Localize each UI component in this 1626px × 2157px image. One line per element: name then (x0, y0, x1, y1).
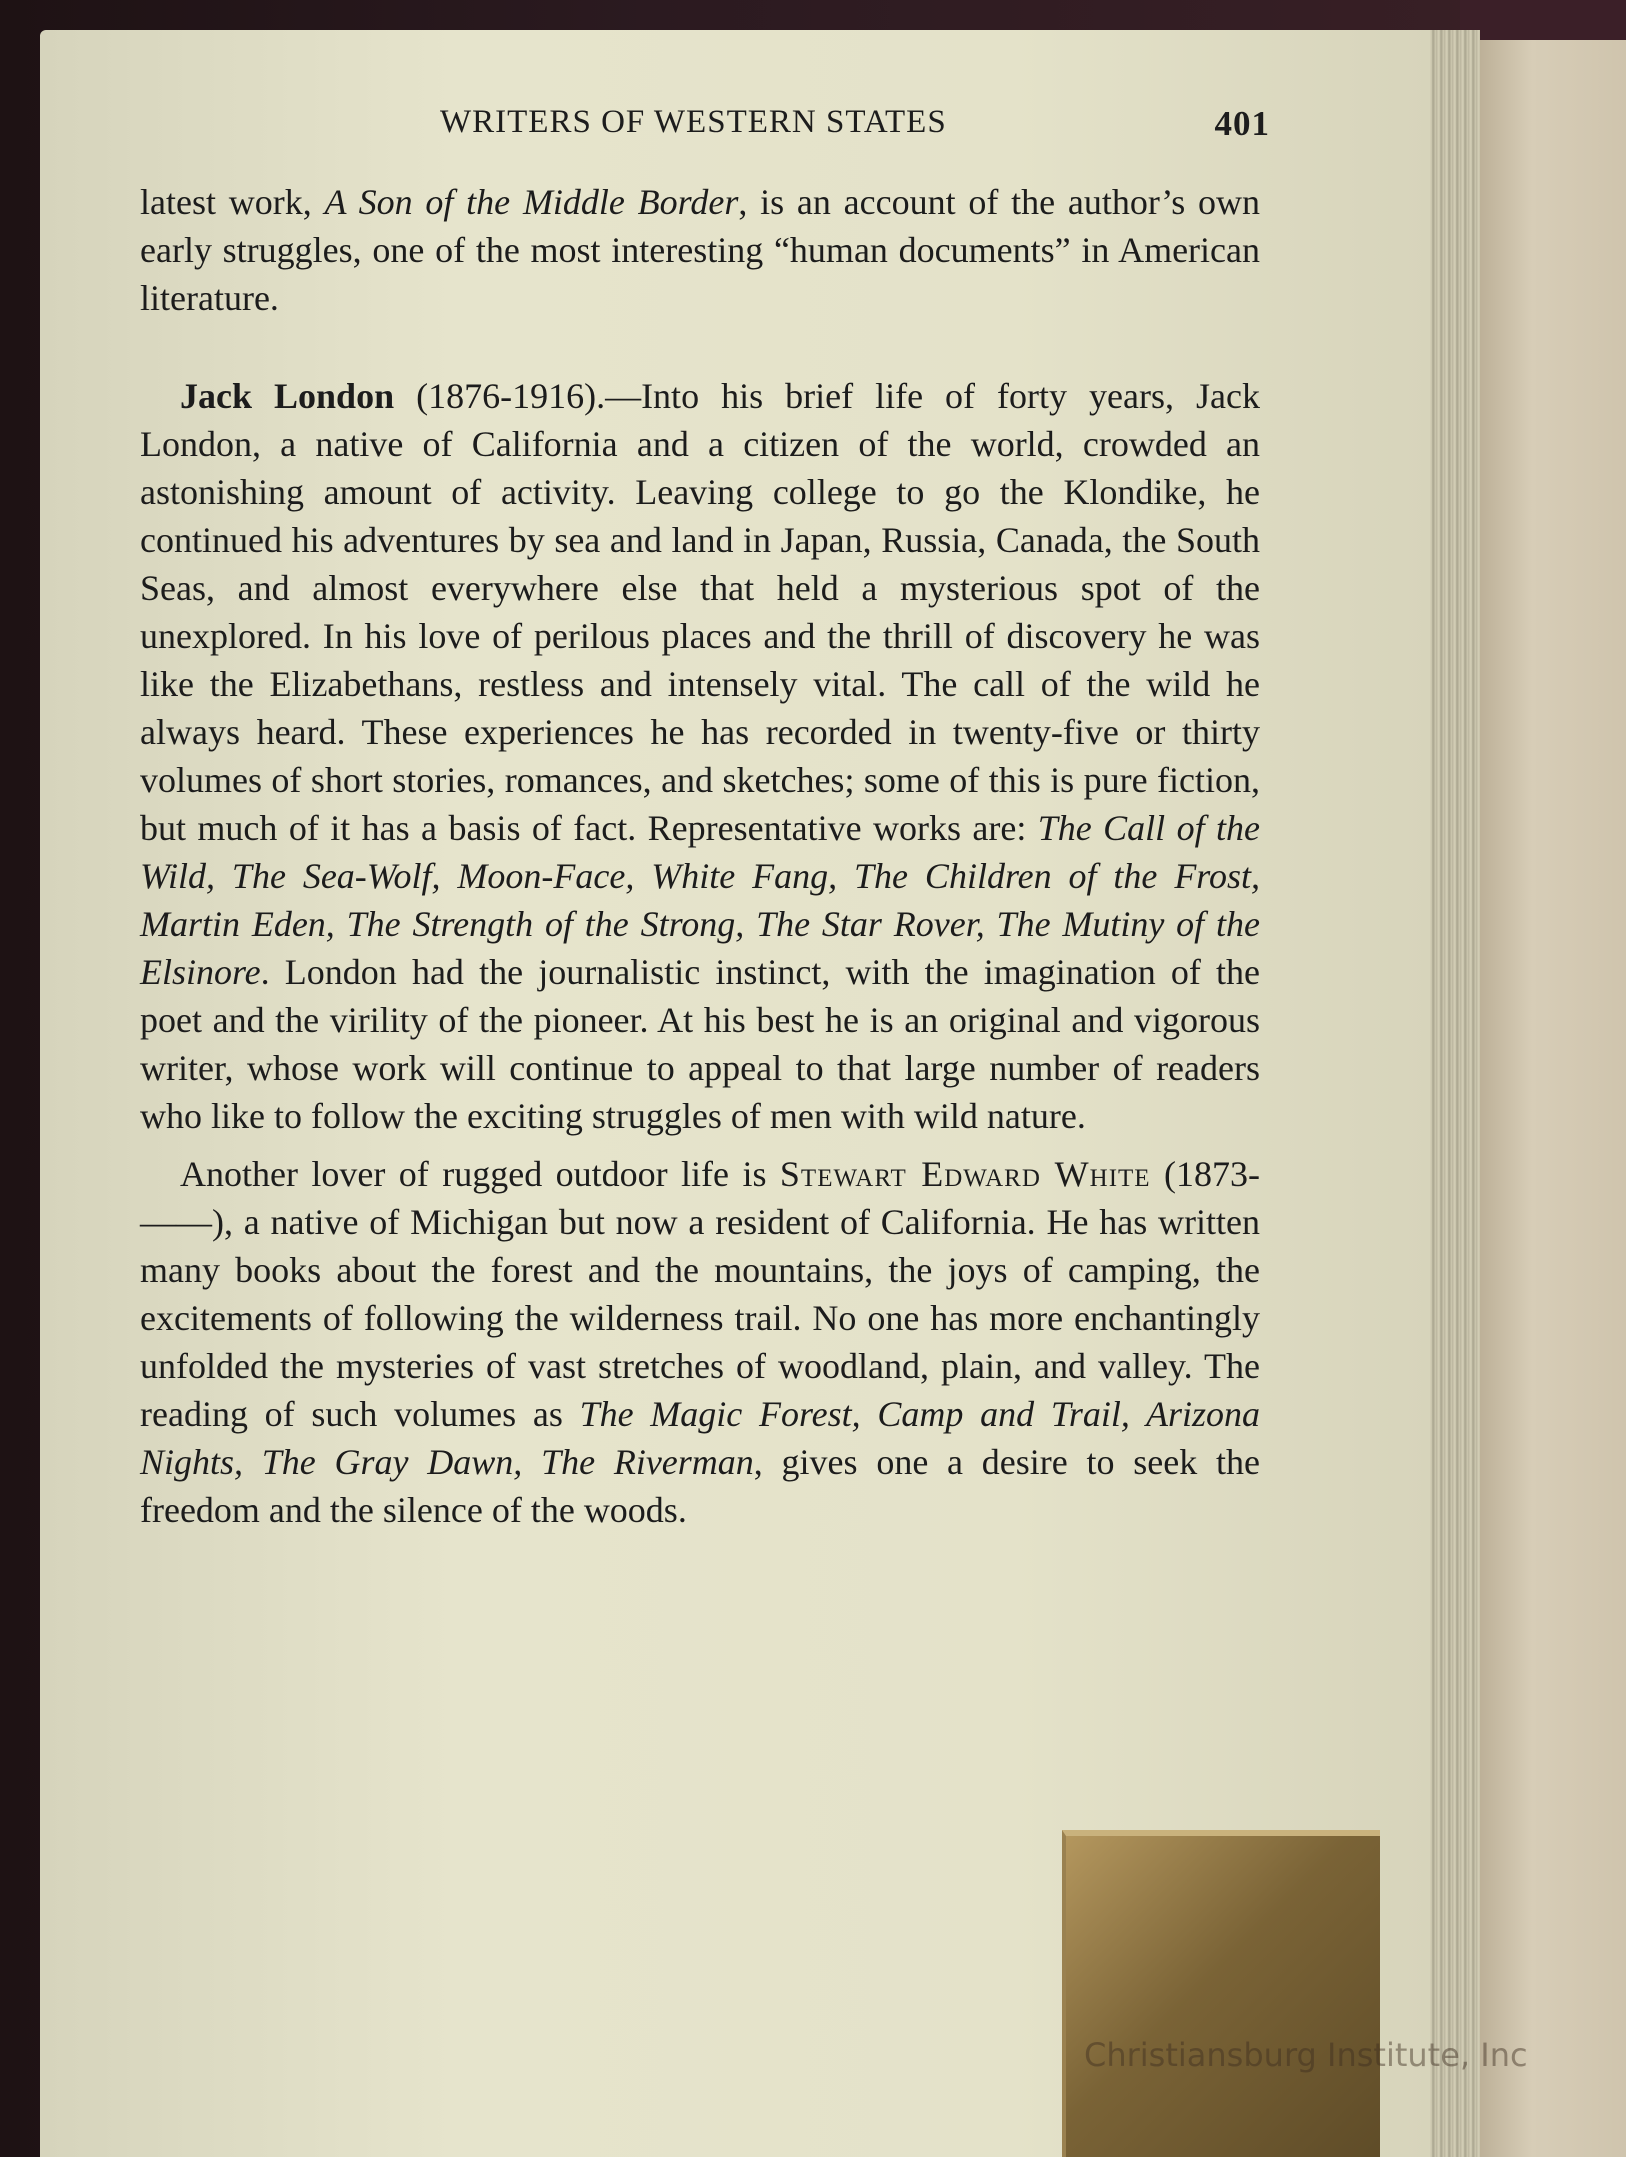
paragraph-text: Another lover of rugged outdoor life is (180, 1154, 780, 1194)
running-head (440, 104, 1270, 144)
running-head-title: WRITERS OF WESTERN STATES (440, 104, 947, 140)
paragraph-stewart-edward-white (140, 1150, 1260, 1534)
paragraph-text: , gives one a desire to seek the freedom and the silence of the woods. (140, 1442, 1260, 1530)
book-title: A Son of the Middle Border (324, 182, 739, 222)
paragraph-text: . London had the journalistic instinct, with the imagination of the poet and the virility of the pioneer. At his best he is an original and vigorous writer, whose work will continue to appeal to that large number of readers who like to follow the exciting struggles of men with wild nature. (140, 952, 1260, 1136)
paragraph-text: , is an account of the author’s own early struggles, one of the most interesting “human documents” in American literature. (140, 182, 1260, 318)
author-heading: Jack London (180, 376, 395, 416)
paragraph-jack-london (140, 372, 1260, 1140)
book-cover-edge (1470, 40, 1626, 2157)
brass-page-clip (1062, 1830, 1380, 2157)
paragraph-garland-conclusion (140, 178, 1260, 322)
body-text (140, 178, 1260, 1534)
book-titles: The Magic Forest, Camp and Trail, Arizona Nights, The Gray Dawn, The Riverman (140, 1394, 1260, 1482)
page-number: 401 (1214, 104, 1270, 143)
watermark: Christiansburg Institute, Inc (1084, 2036, 1528, 2074)
paragraph-text: (1876-1916).—Into his brief life of forty years, Jack London, a native of California and a citizen of the world, crowded an astonishing amount of activity. Leaving college to go the Klondike, he continued his adventures by sea and land in Japan, Russia, Canada, the South Seas, and almost everywhere else that held a mysterious spot of the unexplored. In his love of perilous places and the thrill of discovery he was like the Elizabethans, restless and intensely vital. The call of the wild he always heard. These experiences he has recorded in twenty-five or thirty volumes of short stories, romances, and sketches; some of this is pure fiction, but much of it has a basis of fact. Representative works are: (140, 376, 1260, 848)
book-titles: The Call of the Wild, The Sea-Wolf, Moon-Face, White Fang, The Children of the Frost, Martin Eden, The Strength of the Strong, The Star Rover, The Mutiny of the Elsinore (140, 808, 1261, 992)
author-name: Stewart Edward White (779, 1154, 1151, 1194)
paragraph-text: (1873-——), a native of Michigan but now a resident of California. He has written many books about the forest and the mountains, the joys of camping, the excitements of following the wilderness trail. No one has more enchantingly unfolded the mysteries of vast stretches of woodland, plain, and valley. The reading of such volumes as (140, 1154, 1260, 1434)
paragraph-text: latest work, (140, 182, 325, 222)
